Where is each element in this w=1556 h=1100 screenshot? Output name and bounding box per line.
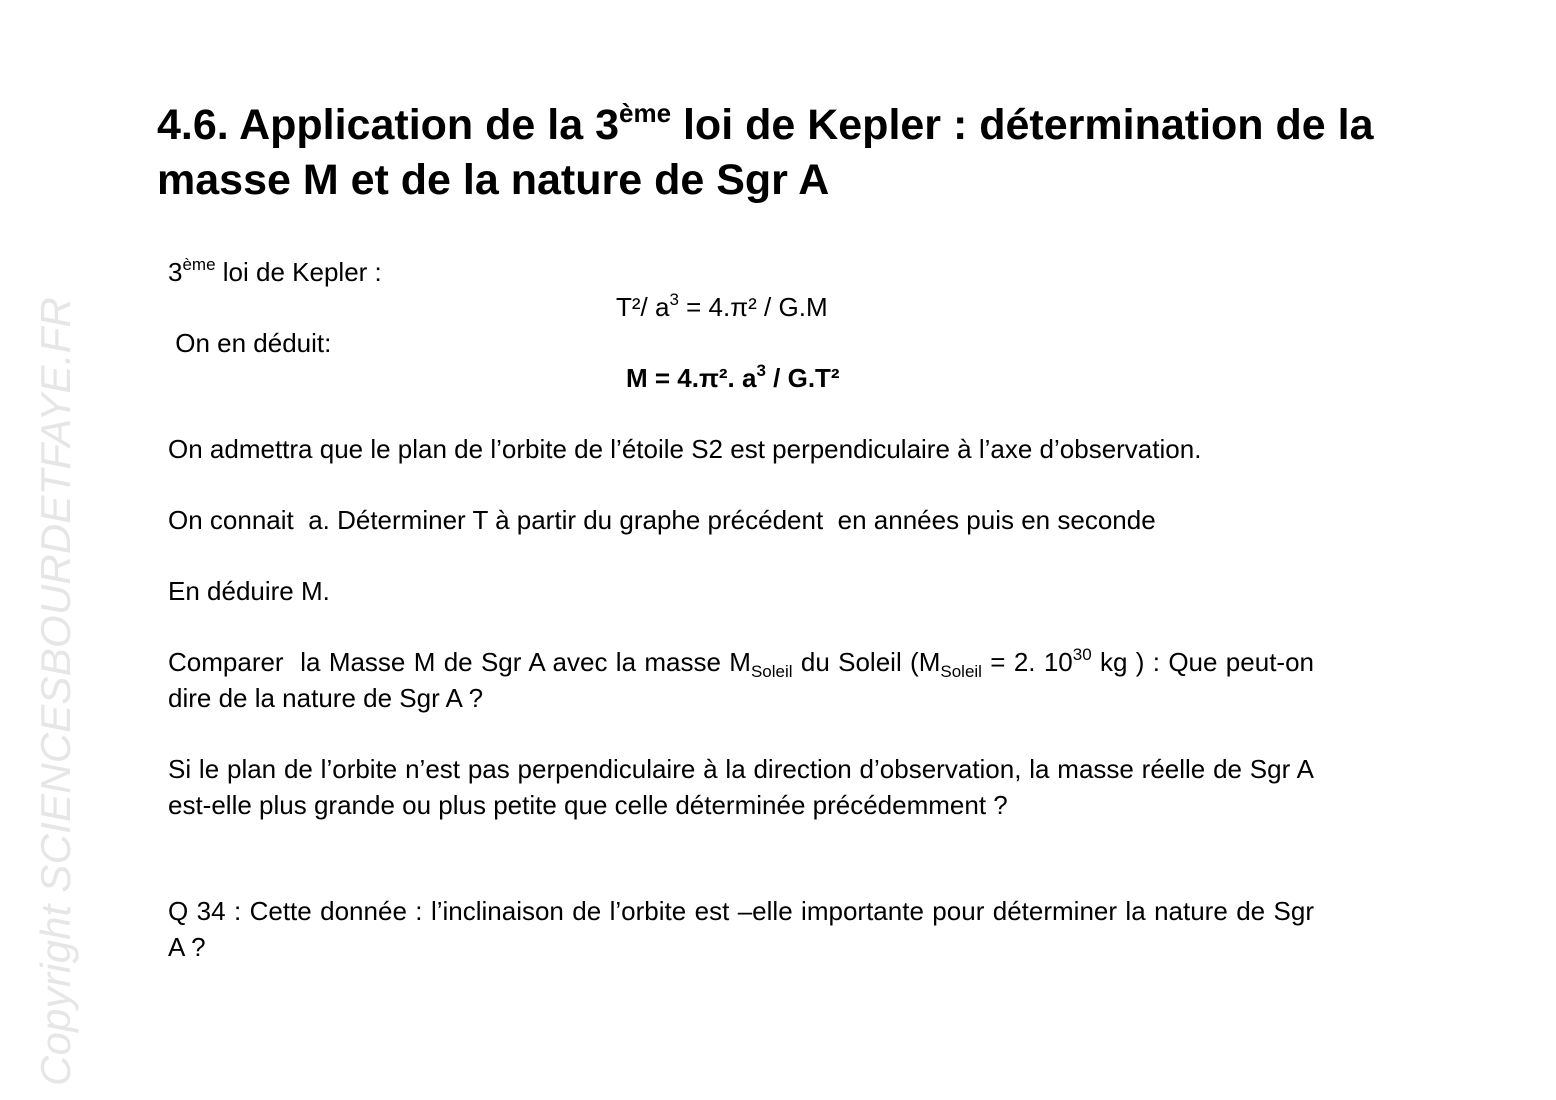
- formula1-exponent: 3: [669, 290, 679, 309]
- kepler-label-superscript: ème: [182, 255, 216, 274]
- soleil-subscript-2: Soleil: [940, 662, 982, 681]
- section-title: [157, 98, 1407, 208]
- exponent-30: 30: [1072, 645, 1092, 664]
- deduce-mass-question: En déduire M.: [168, 576, 330, 606]
- orbit-assumption-paragraph: On admettra que le plan de l’orbite de l’étoile S2 est perpendiculaire à l’axe d’observation.: [168, 434, 1202, 464]
- formula2-exponent: 3: [756, 361, 766, 380]
- watermark-text: Copyright SCIENCESBOURDETFAYE.FR: [32, 297, 79, 1086]
- formula2-after: / G.T²: [765, 363, 840, 393]
- compare-mass-question: [168, 645, 1314, 716]
- kepler-label-prefix: 3: [168, 257, 183, 287]
- mass-formula: [626, 361, 840, 397]
- compare-part1: Comparer la Masse M de Sgr A avec la masse M: [168, 647, 751, 677]
- question-34: Q 34 : Cette donnée : l’inclinaison de l’orbite est –elle importante pour déterminer la nature de Sgr A ?: [168, 896, 1314, 962]
- title-prefix: 4.6. Application de la 3: [157, 101, 619, 149]
- compare-part2: du Soleil (M: [792, 647, 941, 677]
- kepler-law-label: [168, 255, 382, 291]
- period-question: On connait a. Déterminer T à partir du graphe précédent en années puis en seconde: [168, 505, 1156, 535]
- title-superscript: ème: [618, 98, 672, 128]
- compare-part3: = 2. 10: [981, 647, 1073, 677]
- inclination-question: Si le plan de l’orbite n’est pas perpendiculaire à la direction d’observation, la masse réelle de Sgr A est-elle plus grande ou plus petite que celle déterminée précédemment ?: [168, 754, 1314, 820]
- deduction-label: On en déduit:: [168, 328, 332, 358]
- kepler-label-rest: loi de Kepler :: [215, 257, 382, 287]
- soleil-subscript-1: Soleil: [750, 662, 793, 681]
- kepler-formula: [616, 290, 828, 326]
- formula2-before: M = 4.π². a: [626, 363, 757, 393]
- formula1-after: = 4.π² / G.M: [678, 292, 828, 322]
- compare-part4: kg ) : Que peut-on dire de la nature de Sgr A ?: [168, 647, 1314, 713]
- formula1-before: T²/ a: [616, 292, 670, 322]
- title-rest: loi de Kepler : détermination de la masse M et de la nature de Sgr A: [157, 101, 1374, 204]
- copyright-watermark: [0, 0, 79, 1100]
